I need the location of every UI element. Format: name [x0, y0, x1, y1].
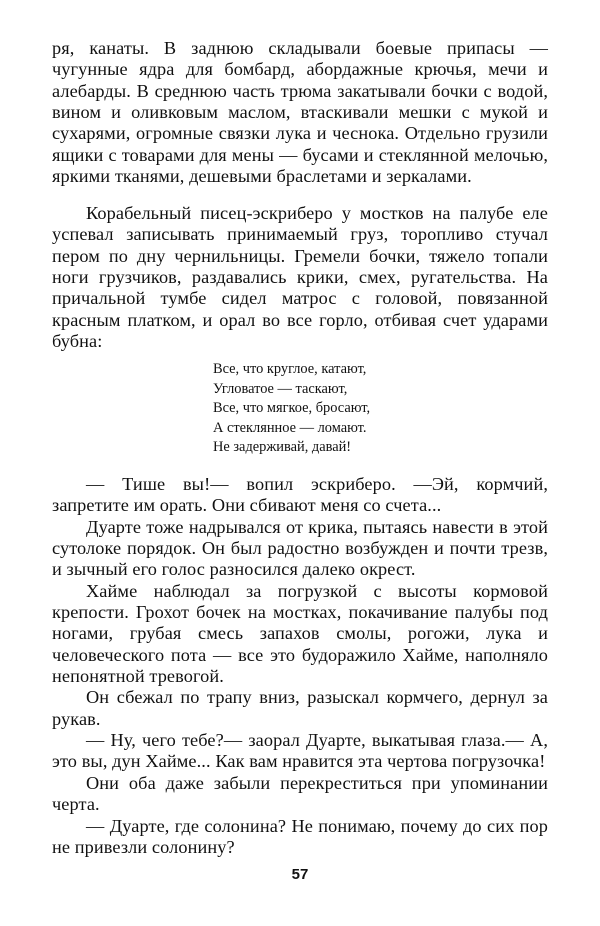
paragraph-dialogue: — Дуарте, где солонина? Не понимаю, почему до сих пор не привезли солонину?	[52, 815, 548, 857]
paragraph-haime: Хайме наблюдал за погрузкой с высоты кормовой крепости. Грохот бочек на мостках, покачивание палубы под ногами, грубая смесь запахов смолы, рогожи, лука и человеческого пота — все это будоражило Хайме, наполняло непонятной тревогой.	[52, 580, 548, 687]
poem-line: Не задерживай, давай!	[213, 439, 352, 456]
paragraph-ran-down: Он сбежал по трапу вниз, разыскал кормчего, дернул за рукав.	[52, 687, 548, 729]
poem-line: Угловатое — таскают,	[213, 380, 348, 397]
poem-line: А стеклянное — ломают.	[213, 419, 367, 436]
poem-verse	[213, 360, 370, 458]
poem-line: Все, что мягкое, бросают,	[213, 400, 371, 417]
paragraph-cross: Они оба даже забыли перекреститься при упоминании черта.	[52, 772, 548, 815]
text-block-top	[52, 38, 548, 187]
text-block-bottom	[52, 474, 548, 858]
paragraph-duarte: Дуарте тоже надрывался от крика, пытаясь навести в этой сутолоке порядок. Он был радостно возбужден и почти трезв, и зычный его голос разносился далеко окрест.	[52, 516, 548, 580]
paragraph-dialogue: — Ну, чего тебе?— заорал Дуарте, выкатывая глаза.— А, это вы, дун Хайме... Как вам нравится эта чертова погрузочка!	[52, 730, 548, 772]
poem-line: Все, что круглое, катают,	[213, 361, 367, 377]
paragraph-scribe: Корабельный писец-эскриберо у мостков на палубе еле успевал записывать принимаемый груз, торопливо стучал пером по дну чернильницы. Гремели бочки, тяжело топали ноги грузчиков, раздавались крики, смех, ругательства. На причальной тумбе сидел матрос с головой, повязанной красным платком, и орал во все горло, отбивая счет ударами бубна:	[52, 203, 548, 352]
paragraph-continued: ря, канаты. В заднюю складывали боевые припасы — чугунные ядра для бомбард, абордажные крючья, мечи и алебарды. В среднюю часть трюма закатывали бочки с водой, вином и оливковым маслом, втаскивали мешки с мукой и сухарями, огромные связки лука и чеснока. Отдельно грузили ящики с товарами для мены — бусами и стеклянной мелочью, яркими тканями, дешевыми браслетами и зеркалами.	[52, 38, 548, 187]
page-number: 57	[291, 866, 309, 883]
text-block-scribe	[52, 203, 548, 352]
paragraph-dialogue: — Тише вы!— вопил эскриберо. —Эй, кормчий, запретите им орать. Они сбивают меня со счета...	[52, 474, 548, 516]
